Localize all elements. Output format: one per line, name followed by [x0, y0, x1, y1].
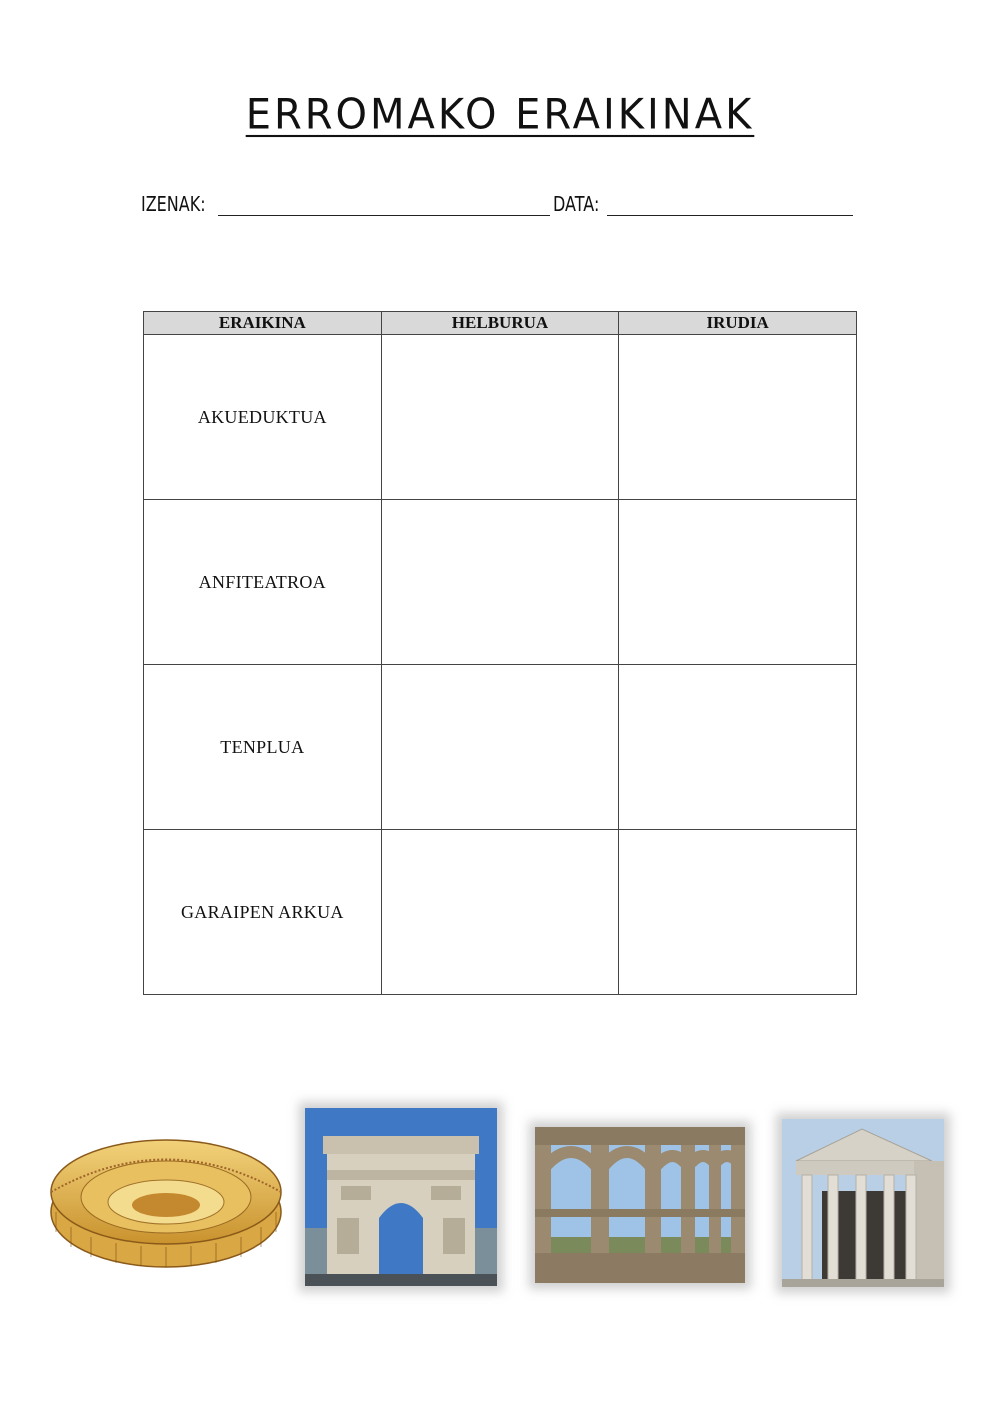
- date-field[interactable]: [553, 192, 853, 216]
- table-row: [144, 665, 857, 830]
- image-cell[interactable]: [619, 665, 857, 830]
- header-building: ERAIKINA: [144, 312, 382, 335]
- image-cell[interactable]: [619, 335, 857, 500]
- aqueduct-picture[interactable]: [535, 1127, 745, 1283]
- purpose-cell[interactable]: [381, 665, 619, 830]
- table-row: [144, 830, 857, 995]
- header-image: IRUDIA: [619, 312, 857, 335]
- purpose-cell[interactable]: [381, 830, 619, 995]
- buildings-table: [143, 311, 857, 995]
- date-label: DATA:: [553, 192, 600, 216]
- page-title: ERROMAKO ERAIKINAK: [245, 90, 755, 140]
- image-cell[interactable]: [619, 830, 857, 995]
- building-cell: AKUEDUKTUA: [144, 335, 382, 500]
- triumphal-arch-picture[interactable]: [305, 1108, 497, 1286]
- colosseum-picture[interactable]: [46, 1117, 286, 1277]
- building-cell: GARAIPEN ARKUA: [144, 830, 382, 995]
- temple-picture[interactable]: [782, 1119, 944, 1287]
- pictures-row: [0, 1105, 1000, 1305]
- table-header-row: [144, 312, 857, 335]
- image-cell[interactable]: [619, 500, 857, 665]
- purpose-cell[interactable]: [381, 335, 619, 500]
- building-cell: ANFITEATROA: [144, 500, 382, 665]
- table-row: [144, 335, 857, 500]
- names-line[interactable]: [218, 195, 550, 216]
- names-field[interactable]: [141, 192, 550, 216]
- table-row: [144, 500, 857, 665]
- date-line[interactable]: [607, 195, 853, 216]
- names-label: IZENAK:: [141, 192, 206, 216]
- purpose-cell[interactable]: [381, 500, 619, 665]
- building-cell: TENPLUA: [144, 665, 382, 830]
- header-purpose: HELBURUA: [381, 312, 619, 335]
